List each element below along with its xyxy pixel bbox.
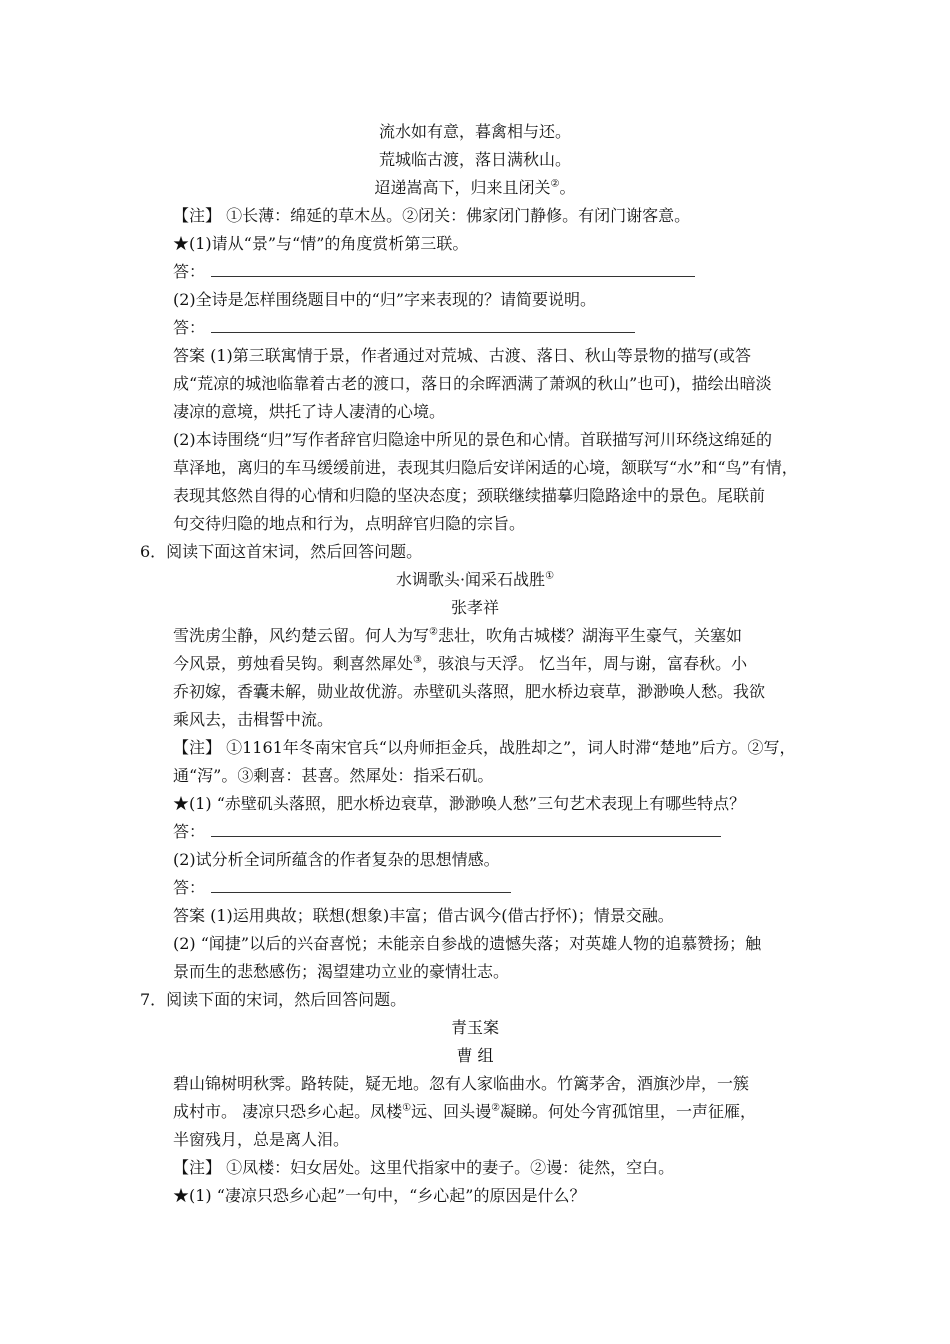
q6-author: 张孝祥 xyxy=(450,598,499,617)
q6-body-4: 乘风去，击楫誓中流。 xyxy=(173,710,334,729)
q7-title: 青玉案 xyxy=(450,1018,499,1037)
poem-line-3: 迢递嵩高下，归来且闭关②。 xyxy=(374,178,576,197)
q6-sub1: ★(1) “赤壁矶头落照，肥水桥边衰草，渺渺唤人愁”三句艺术表现上有哪些特点？ xyxy=(173,794,746,813)
q5-sub1: ★(1)请从“景”与“情”的角度赏析第三联。 xyxy=(173,234,469,253)
q6-stem: 6．阅读下面这首宋词，然后回答问题。 xyxy=(140,542,423,561)
q5-ans-5: 草泽地，离归的车马缓缓前进，表现其归隐后安详闲适的心境，颔联写“水”和“鸟”有情， xyxy=(173,458,798,477)
q5-ans-6: 表现其悠然自得的心情和归隐的坚决态度；颈联继续描摹归隐路途中的景色。尾联前 xyxy=(173,486,766,505)
q5-answer1-line[interactable]: 答： xyxy=(173,262,695,282)
q6-ans-2: (2) “闻捷”以后的兴奋喜悦；未能亲自参战的遗憾失落；对英雄人物的追慕赞扬；触 xyxy=(173,934,762,953)
q7-body-1: 碧山锦树明秋霁。路转陡，疑无地。忽有人家临曲水。竹篱茅舍，酒旗沙岸，一簇 xyxy=(173,1074,750,1093)
q7-stem: 7．阅读下面的宋词，然后回答问题。 xyxy=(140,990,407,1009)
q6-sub2: (2)试分析全词所蕴含的作者复杂的思想情感。 xyxy=(173,850,500,869)
q6-body-1: 雪洗虏尘静，风约楚云留。何人为写②悲壮，吹角古城楼？湖海平生豪气，关塞如 xyxy=(173,626,742,645)
q7-body-2: 成村市。 凄凉只恐乡心起。凤楼①远、回头谩②凝睇。何处今宵孤馆里，一声征雁， xyxy=(173,1102,757,1121)
q6-ans-3: 景而生的悲愁感伤；渴望建功立业的豪情壮志。 xyxy=(173,962,510,981)
q7-note: 【注】 ①凤楼：妇女居处。这里代指家中的妻子。②谩：徒然，空白。 xyxy=(173,1158,675,1177)
poem-line-2: 荒城临古渡，落日满秋山。 xyxy=(378,150,571,169)
q6-note-2: 通“泻”。③剩喜：甚喜。然犀处：指采石矶。 xyxy=(173,766,494,785)
poem-line-1: 流水如有意，暮禽相与还。 xyxy=(378,122,571,141)
q6-body-2: 今风景，剪烛看吴钩。剩喜然犀处③，骇浪与天浮。 忆当年，周与谢，富春秋。小 xyxy=(173,654,748,673)
q5-ans-2: 成“荒凉的城池临靠着古老的渡口，落日的余晖洒满了萧飒的秋山”也可)，描绘出暗淡 xyxy=(173,374,772,393)
q6-ans-1: 答案 (1)运用典故；联想(想象)丰富；借古讽今(借古抒怀)；情景交融。 xyxy=(173,906,674,925)
q5-ans-3: 凄凉的意境，烘托了诗人凄清的心境。 xyxy=(173,402,446,421)
q7-sub1: ★(1) “凄凉只恐乡心起”一句中，“乡心起”的原因是什么？ xyxy=(173,1186,586,1205)
q5-ans-4: (2)本诗围绕“归”写作者辞官归隐途中所见的景色和心情。首联描写河川环绕这绵延的 xyxy=(173,430,773,449)
q6-answer2-line[interactable]: 答： xyxy=(173,878,511,898)
q6-answer1-line[interactable]: 答： xyxy=(173,822,721,842)
q7-body-3: 半窗残月，总是离人泪。 xyxy=(173,1130,350,1149)
q6-title: 水调歌头·闻采石战胜① xyxy=(395,570,555,589)
q7-author: 曹 组 xyxy=(456,1046,494,1065)
q5-note: 【注】 ①长薄：绵延的草木丛。②闭关：佛家闭门静修。有闭门谢客意。 xyxy=(173,206,691,225)
q5-sub2: (2)全诗是怎样围绕题目中的“归”字来表现的？请简要说明。 xyxy=(173,290,597,309)
q6-note-1: 【注】 ①1161年冬南宋官兵“以舟师拒金兵，战胜却之”，词人时滞“楚地”后方。②写， xyxy=(173,738,796,757)
q5-ans-7: 句交待归隐的地点和行为，点明辞官归隐的宗旨。 xyxy=(173,514,526,533)
q6-body-3: 乔初嫁，香囊未解，勋业故优游。赤壁矶头落照，肥水桥边衰草，渺渺唤人愁。我欲 xyxy=(173,682,766,701)
q5-answer2-line[interactable]: 答： xyxy=(173,318,635,338)
q5-ans-1: 答案 (1)第三联寓情于景，作者通过对荒城、古渡、落日、秋山等景物的描写(或答 xyxy=(173,346,751,365)
